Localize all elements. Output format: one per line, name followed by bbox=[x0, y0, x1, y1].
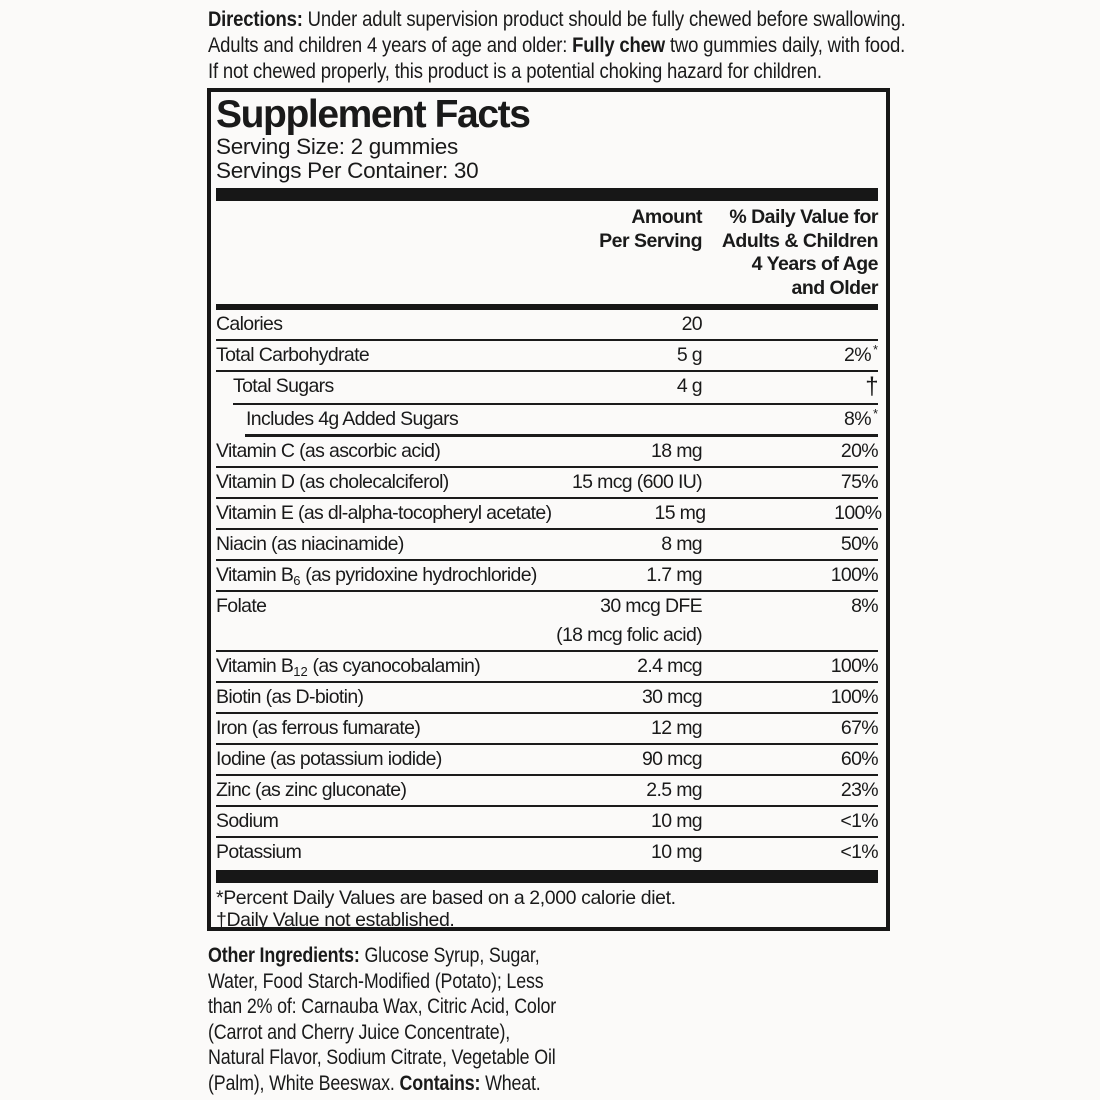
nutrient-name: Total Sugars bbox=[233, 375, 334, 397]
amount-value: 2.5 mg bbox=[646, 779, 702, 801]
text-line bbox=[208, 1071, 556, 1097]
amount-value: 15 mg bbox=[654, 502, 706, 524]
daily-value: <1% bbox=[840, 841, 878, 863]
table-row bbox=[216, 652, 878, 681]
text-line bbox=[208, 1020, 556, 1046]
amount-value: 8 mg bbox=[661, 533, 702, 555]
daily-value: 8% * bbox=[844, 406, 878, 430]
amount-header-line: Amount bbox=[631, 206, 702, 228]
dv-header-line: 4 Years of Age bbox=[751, 253, 878, 275]
subscript: 6 bbox=[293, 573, 301, 588]
daily-value: 67% bbox=[840, 717, 878, 739]
dagger-symbol: † bbox=[865, 373, 878, 400]
spacer bbox=[216, 621, 548, 650]
text-segment: Adults and children 4 years of age and older: bbox=[208, 33, 573, 57]
asterisk-superscript: * bbox=[872, 342, 878, 357]
daily-value: <1% bbox=[840, 810, 878, 832]
amount-value: 1.7 mg bbox=[646, 564, 702, 586]
daily-value: 50% bbox=[840, 533, 878, 555]
text-line bbox=[208, 1045, 556, 1071]
amount-value: 20 bbox=[681, 313, 702, 335]
amount-value: 30 mcg bbox=[641, 686, 702, 708]
dv-header-line: % Daily Value for bbox=[729, 206, 878, 228]
nutrient-name: Iodine (as potassium iodide) bbox=[216, 748, 442, 770]
nutrient-name: Vitamin $B_{12}$ (as cyanocobalamin) bbox=[216, 655, 481, 679]
text-segment: two gummies daily, with food. bbox=[664, 33, 906, 57]
text-line bbox=[208, 58, 906, 84]
table-row bbox=[216, 468, 878, 497]
asterisk-superscript: * bbox=[872, 406, 878, 421]
amount-header-line: Per Serving bbox=[599, 229, 702, 252]
nutrient-name: Vitamin D (as cholecalciferol) bbox=[216, 471, 449, 493]
column-headers bbox=[216, 203, 878, 304]
text-segment: than 2% of: Carnauba Wax, Citric Acid, Color bbox=[208, 995, 557, 1018]
daily-value: 75% bbox=[840, 471, 878, 493]
nutrient-name: Vitamin C (as ascorbic acid) bbox=[216, 440, 441, 462]
daily-value: 100% bbox=[834, 502, 882, 524]
table-row bbox=[216, 838, 878, 867]
directions-text bbox=[208, 6, 1019, 84]
supplement-facts-panel bbox=[207, 88, 890, 931]
spacer bbox=[216, 206, 548, 300]
text-line bbox=[208, 994, 556, 1020]
daily-value: 2% * bbox=[844, 342, 878, 366]
text-segment: Glucose Syrup, Sugar, bbox=[364, 944, 540, 967]
text-segment: Natural Flavor, Sodium Citrate, Vegetable Oil bbox=[208, 1046, 556, 1069]
nutrient-table bbox=[216, 310, 882, 867]
other-ingredients-text bbox=[208, 943, 617, 1096]
table-row bbox=[216, 807, 878, 836]
nutrient-name: Folate bbox=[216, 595, 267, 617]
amount-column-header bbox=[548, 206, 702, 300]
nutrient-name: Vitamin $B_6$ (as pyridoxine hydrochloride) bbox=[216, 564, 537, 588]
table-row bbox=[216, 437, 878, 466]
subscript: 12 bbox=[293, 664, 308, 679]
daily-value: 8% bbox=[851, 595, 878, 617]
nutrient-name: Potassium bbox=[216, 841, 302, 863]
amount-value: 30 mcg DFE bbox=[600, 595, 702, 617]
daily-value: 60% bbox=[840, 748, 878, 770]
nutrient-name: Calories bbox=[216, 313, 283, 335]
amount-value: 12 mg bbox=[651, 717, 702, 739]
text-segment: (Palm), White Beeswax. bbox=[208, 1071, 400, 1095]
table-row bbox=[216, 341, 878, 370]
daily-value-column-header bbox=[702, 206, 878, 300]
text-segment: Water, Food Starch-Modified (Potato); Less bbox=[208, 969, 544, 993]
servings-per-container: Servings Per Container: 30 bbox=[216, 158, 479, 183]
dv-header-line: and Older bbox=[791, 276, 878, 299]
nutrient-name: Vitamin E (as dl-alpha-tocopheryl acetate) bbox=[216, 502, 552, 524]
table-row bbox=[216, 683, 878, 712]
table-row-continuation bbox=[216, 621, 878, 650]
footnote-dagger: †Daily Value not established. bbox=[216, 909, 455, 931]
amount-value: 90 mcg bbox=[641, 748, 702, 770]
text-segment: If not chewed properly, this product is a potential choking hazard for children. bbox=[208, 59, 822, 83]
footer-bar bbox=[216, 870, 878, 883]
table-row bbox=[216, 499, 882, 528]
table-row bbox=[216, 310, 878, 339]
table-row bbox=[216, 745, 878, 774]
daily-value: 100% bbox=[830, 655, 878, 677]
table-row bbox=[216, 592, 878, 621]
nutrient-name: Includes 4g Added Sugars bbox=[246, 408, 459, 430]
daily-value bbox=[702, 372, 878, 403]
bold-text-segment: Directions: bbox=[208, 7, 308, 31]
nutrient-name: Total Carbohydrate bbox=[216, 344, 370, 366]
nutrient-name: Biotin (as D-biotin) bbox=[216, 686, 364, 708]
text-line bbox=[208, 969, 556, 995]
bold-text-segment: Fully chew bbox=[572, 33, 665, 57]
amount-value: 10 mg bbox=[651, 810, 702, 832]
nutrient-name: Sodium bbox=[216, 810, 279, 832]
table-row bbox=[216, 530, 878, 559]
serving-size: Serving Size: 2 gummies bbox=[216, 134, 458, 159]
daily-value: 100% bbox=[830, 686, 878, 708]
bold-text-segment: Contains: bbox=[399, 1071, 486, 1095]
text-line bbox=[208, 943, 556, 969]
text-segment: Wheat. bbox=[485, 1071, 541, 1095]
daily-value: 23% bbox=[840, 779, 878, 801]
daily-value: 100% bbox=[830, 564, 878, 586]
amount-value: 2.4 mcg bbox=[637, 655, 702, 677]
text-line bbox=[208, 32, 906, 58]
panel-title: Supplement Facts bbox=[216, 93, 530, 136]
amount-value: 15 mcg (600 IU) bbox=[571, 471, 702, 493]
daily-value bbox=[702, 310, 878, 339]
amount-value: 4 g bbox=[676, 375, 702, 397]
amount-value: 10 mg bbox=[651, 841, 702, 863]
footnote-daily-values: *Percent Daily Values are based on a 2,000 calorie diet. bbox=[216, 887, 676, 909]
table-row bbox=[216, 372, 878, 403]
nutrient-name: Iron (as ferrous fumarate) bbox=[216, 717, 421, 739]
table-row bbox=[216, 561, 878, 590]
nutrient-name: Zinc (as zinc gluconate) bbox=[216, 779, 407, 801]
footnotes bbox=[216, 887, 878, 931]
amount-value: 5 g bbox=[676, 344, 702, 366]
text-segment: (Carrot and Cherry Juice Concentrate), bbox=[208, 1020, 511, 1044]
amount-value bbox=[548, 405, 702, 434]
text-segment: Under adult supervision product should be fully chewed before swallowing. bbox=[307, 7, 906, 31]
table-row bbox=[216, 714, 878, 743]
header-top-bar bbox=[216, 188, 878, 201]
bold-text-segment: Other Ingredients: bbox=[208, 944, 365, 967]
amount-value: 18 mg bbox=[651, 440, 702, 462]
table-row bbox=[216, 405, 878, 434]
text-line bbox=[208, 6, 906, 32]
amount-value-secondary: (18 mcg folic acid) bbox=[556, 624, 702, 646]
daily-value: 20% bbox=[840, 440, 878, 462]
dv-header-line: Adults & Children bbox=[721, 229, 878, 252]
nutrient-name: Niacin (as niacinamide) bbox=[216, 533, 404, 555]
spacer bbox=[702, 621, 878, 650]
table-row bbox=[216, 776, 878, 805]
